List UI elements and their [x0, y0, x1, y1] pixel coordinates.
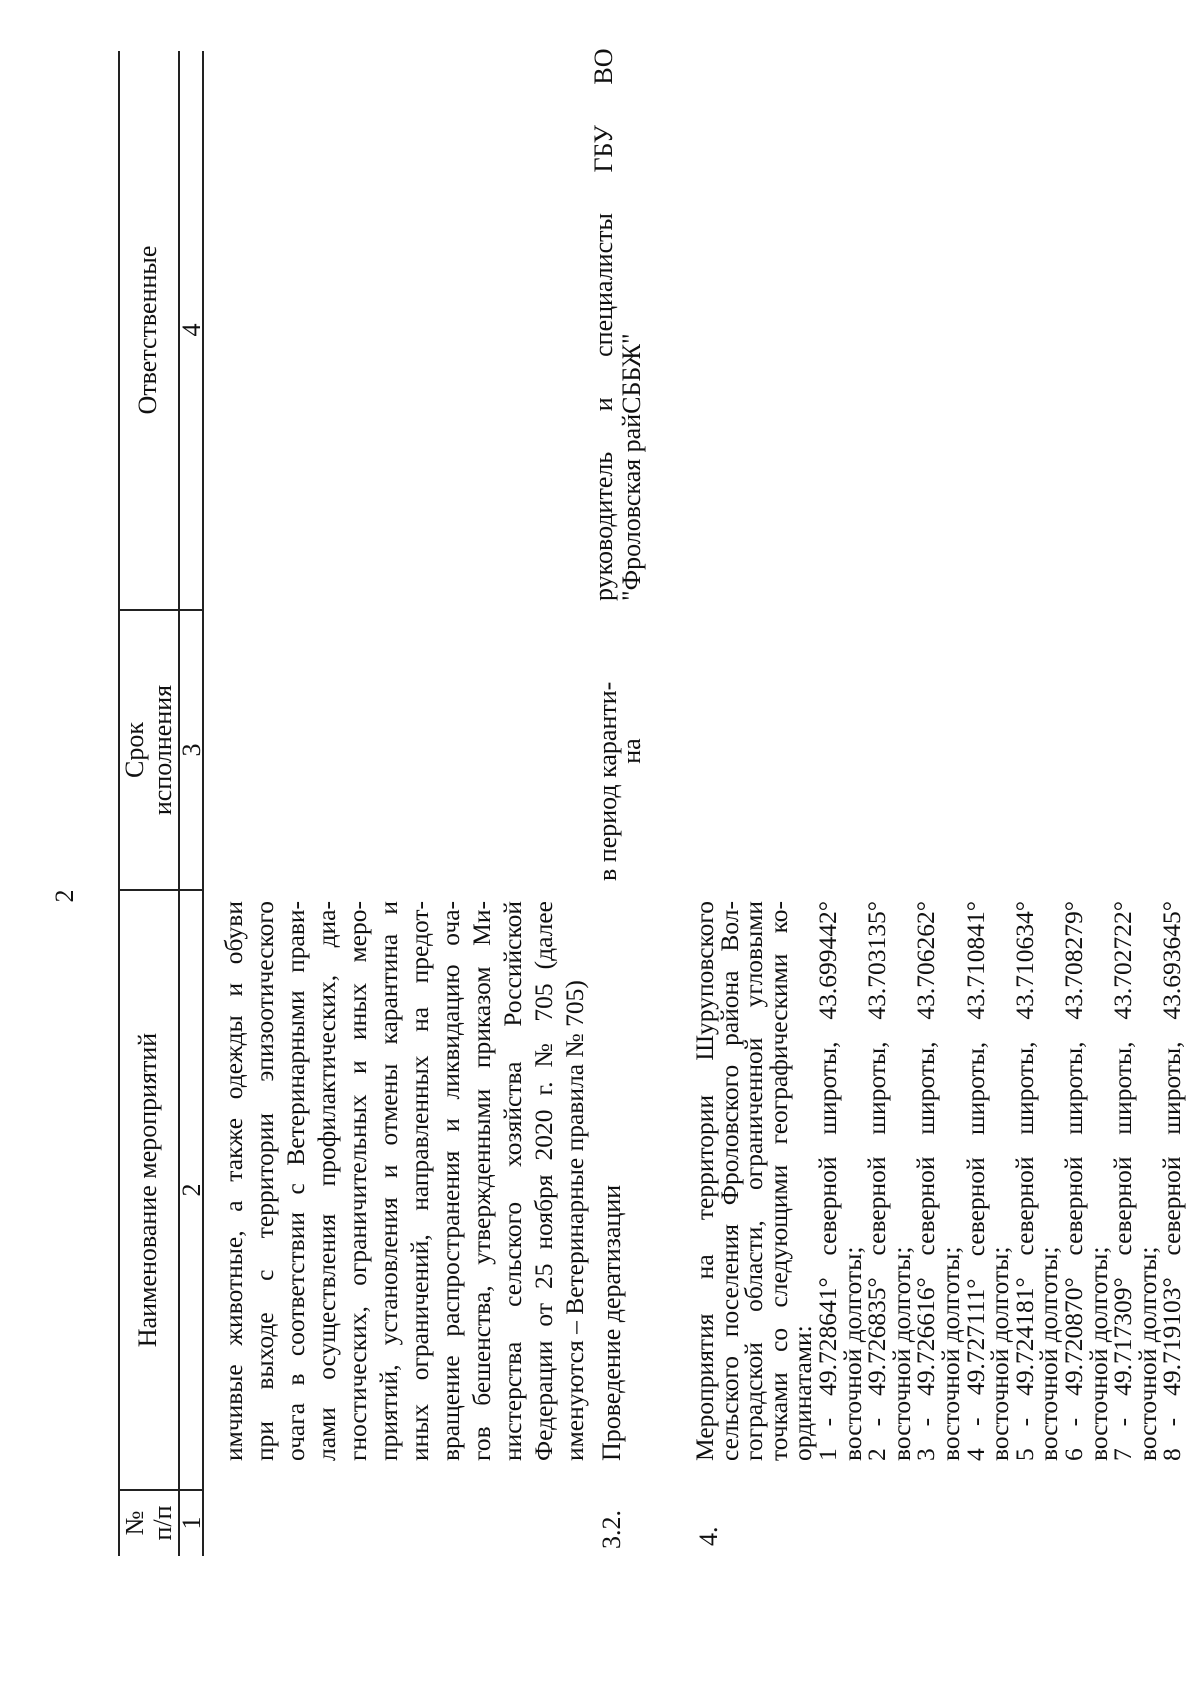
header-name-label: Наименование мероприятий: [133, 1032, 162, 1348]
header-col-number-1: 1: [177, 1516, 206, 1530]
row-4-number: 4.: [694, 1526, 723, 1546]
header-col-number-2: 2: [177, 1183, 206, 1197]
row-3-2-name: Проведение дератизации: [597, 1184, 626, 1461]
page-number: 2: [50, 889, 79, 903]
header-term-label: Срок исполнения: [120, 684, 177, 816]
header-col-number-4: 4: [177, 323, 206, 337]
table-top-rule: [118, 51, 120, 1556]
header-col-number-3: 3: [177, 743, 206, 757]
row-3-2-term: в период каранти- на: [593, 681, 646, 881]
row-3-2-responsible: руководитель и специалисты ГБУ ВО "Фроловская райСББЖ": [589, 48, 646, 601]
row-3-2-number: 3.2.: [597, 1510, 626, 1549]
row-4-text: Мероприятия на территории Шуруповского сельского поселения Фроловского района Вол- гоградской области, ограниченной угловыми точками со следующими географическими ко- ординатами: 1 - 49.728641° северной широты, 43.699442° восточной долготы; 2 - 49.726835° северной широты, 43.703135° восточной долготы; 3 - 49.726616° северной широты, 43.706262° восточной долготы; 4 - 49.727111° северной широты, 43.710841° восточной долготы; 5 - 49.724181° северной широты, 43.710634° восточной долготы; 6 - 49.720870° северной широты, 43.708279° восточной долготы; 7 - 49.717309° северной широты, 43.702722° восточной долготы; 8 - 49.719103° северной широты, 43.693645°: [690, 901, 1187, 1461]
header-num-label: № п/п: [120, 1505, 177, 1541]
column-divider-1: [118, 1489, 204, 1491]
continuation-text: имчивые животные, а также одежды и обуви при выходе с территории эпизоотического очага в соответствии с Ветеринарными прави- лами осуществления профилактических, диа- гностических, ограничительных и иных меро- приятий, установления и отмены карантина и иных ограничений, направленных на предот- вращение распространения и ликвидацию оча- гов бешенства, утвержденными приказом Ми- нистерства сельского хозяйства Российской Федерации от 25 ноября 2020 г. № 705 (далее именуются – Ветеринарные правила № 705): [219, 901, 589, 1461]
header-responsible-label: Ответственные: [133, 245, 162, 415]
